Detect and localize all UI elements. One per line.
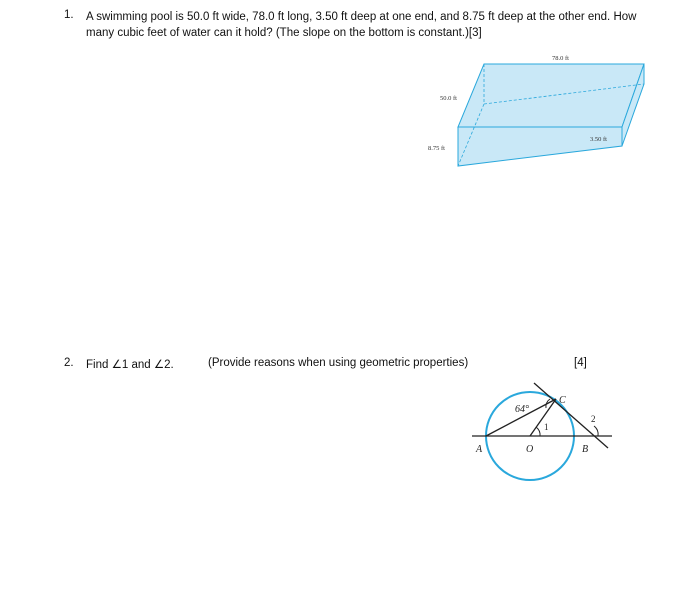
label-point-b: B — [582, 444, 589, 455]
question-1-text: A swimming pool is 50.0 ft wide, 78.0 ft long, 3.50 ft deep at one end, and 8.75 ft deep at the other end. How many cubic feet of water can it hold? (The slope on the bottom is constant.)[3] — [86, 11, 637, 39]
label-point-c: C — [559, 395, 566, 406]
question-1-number: 1. — [64, 9, 74, 21]
angle-1-arc — [536, 427, 540, 436]
label-point-a: A — [476, 444, 483, 455]
label-angle-1: 1 — [544, 422, 549, 432]
label-deep-depth: 8.75 ft — [428, 145, 445, 152]
label-center-o: O — [526, 444, 534, 455]
question-2-number: 2. — [64, 357, 74, 369]
label-angle-2: 2 — [591, 414, 596, 424]
question-2-note: (Provide reasons when using geometric properties) — [208, 357, 469, 369]
label-shallow-depth: 3.50 ft — [590, 136, 607, 143]
label-width: 50.0 ft — [440, 95, 457, 102]
radius-oc — [530, 399, 556, 436]
angle-2-arc — [594, 426, 598, 436]
question-2-marks: [4] — [574, 357, 587, 369]
label-length: 78.0 ft — [552, 55, 569, 62]
question-2-text: Find ∠1 and ∠2. — [86, 359, 174, 371]
label-64-degrees: 64° — [515, 404, 529, 415]
